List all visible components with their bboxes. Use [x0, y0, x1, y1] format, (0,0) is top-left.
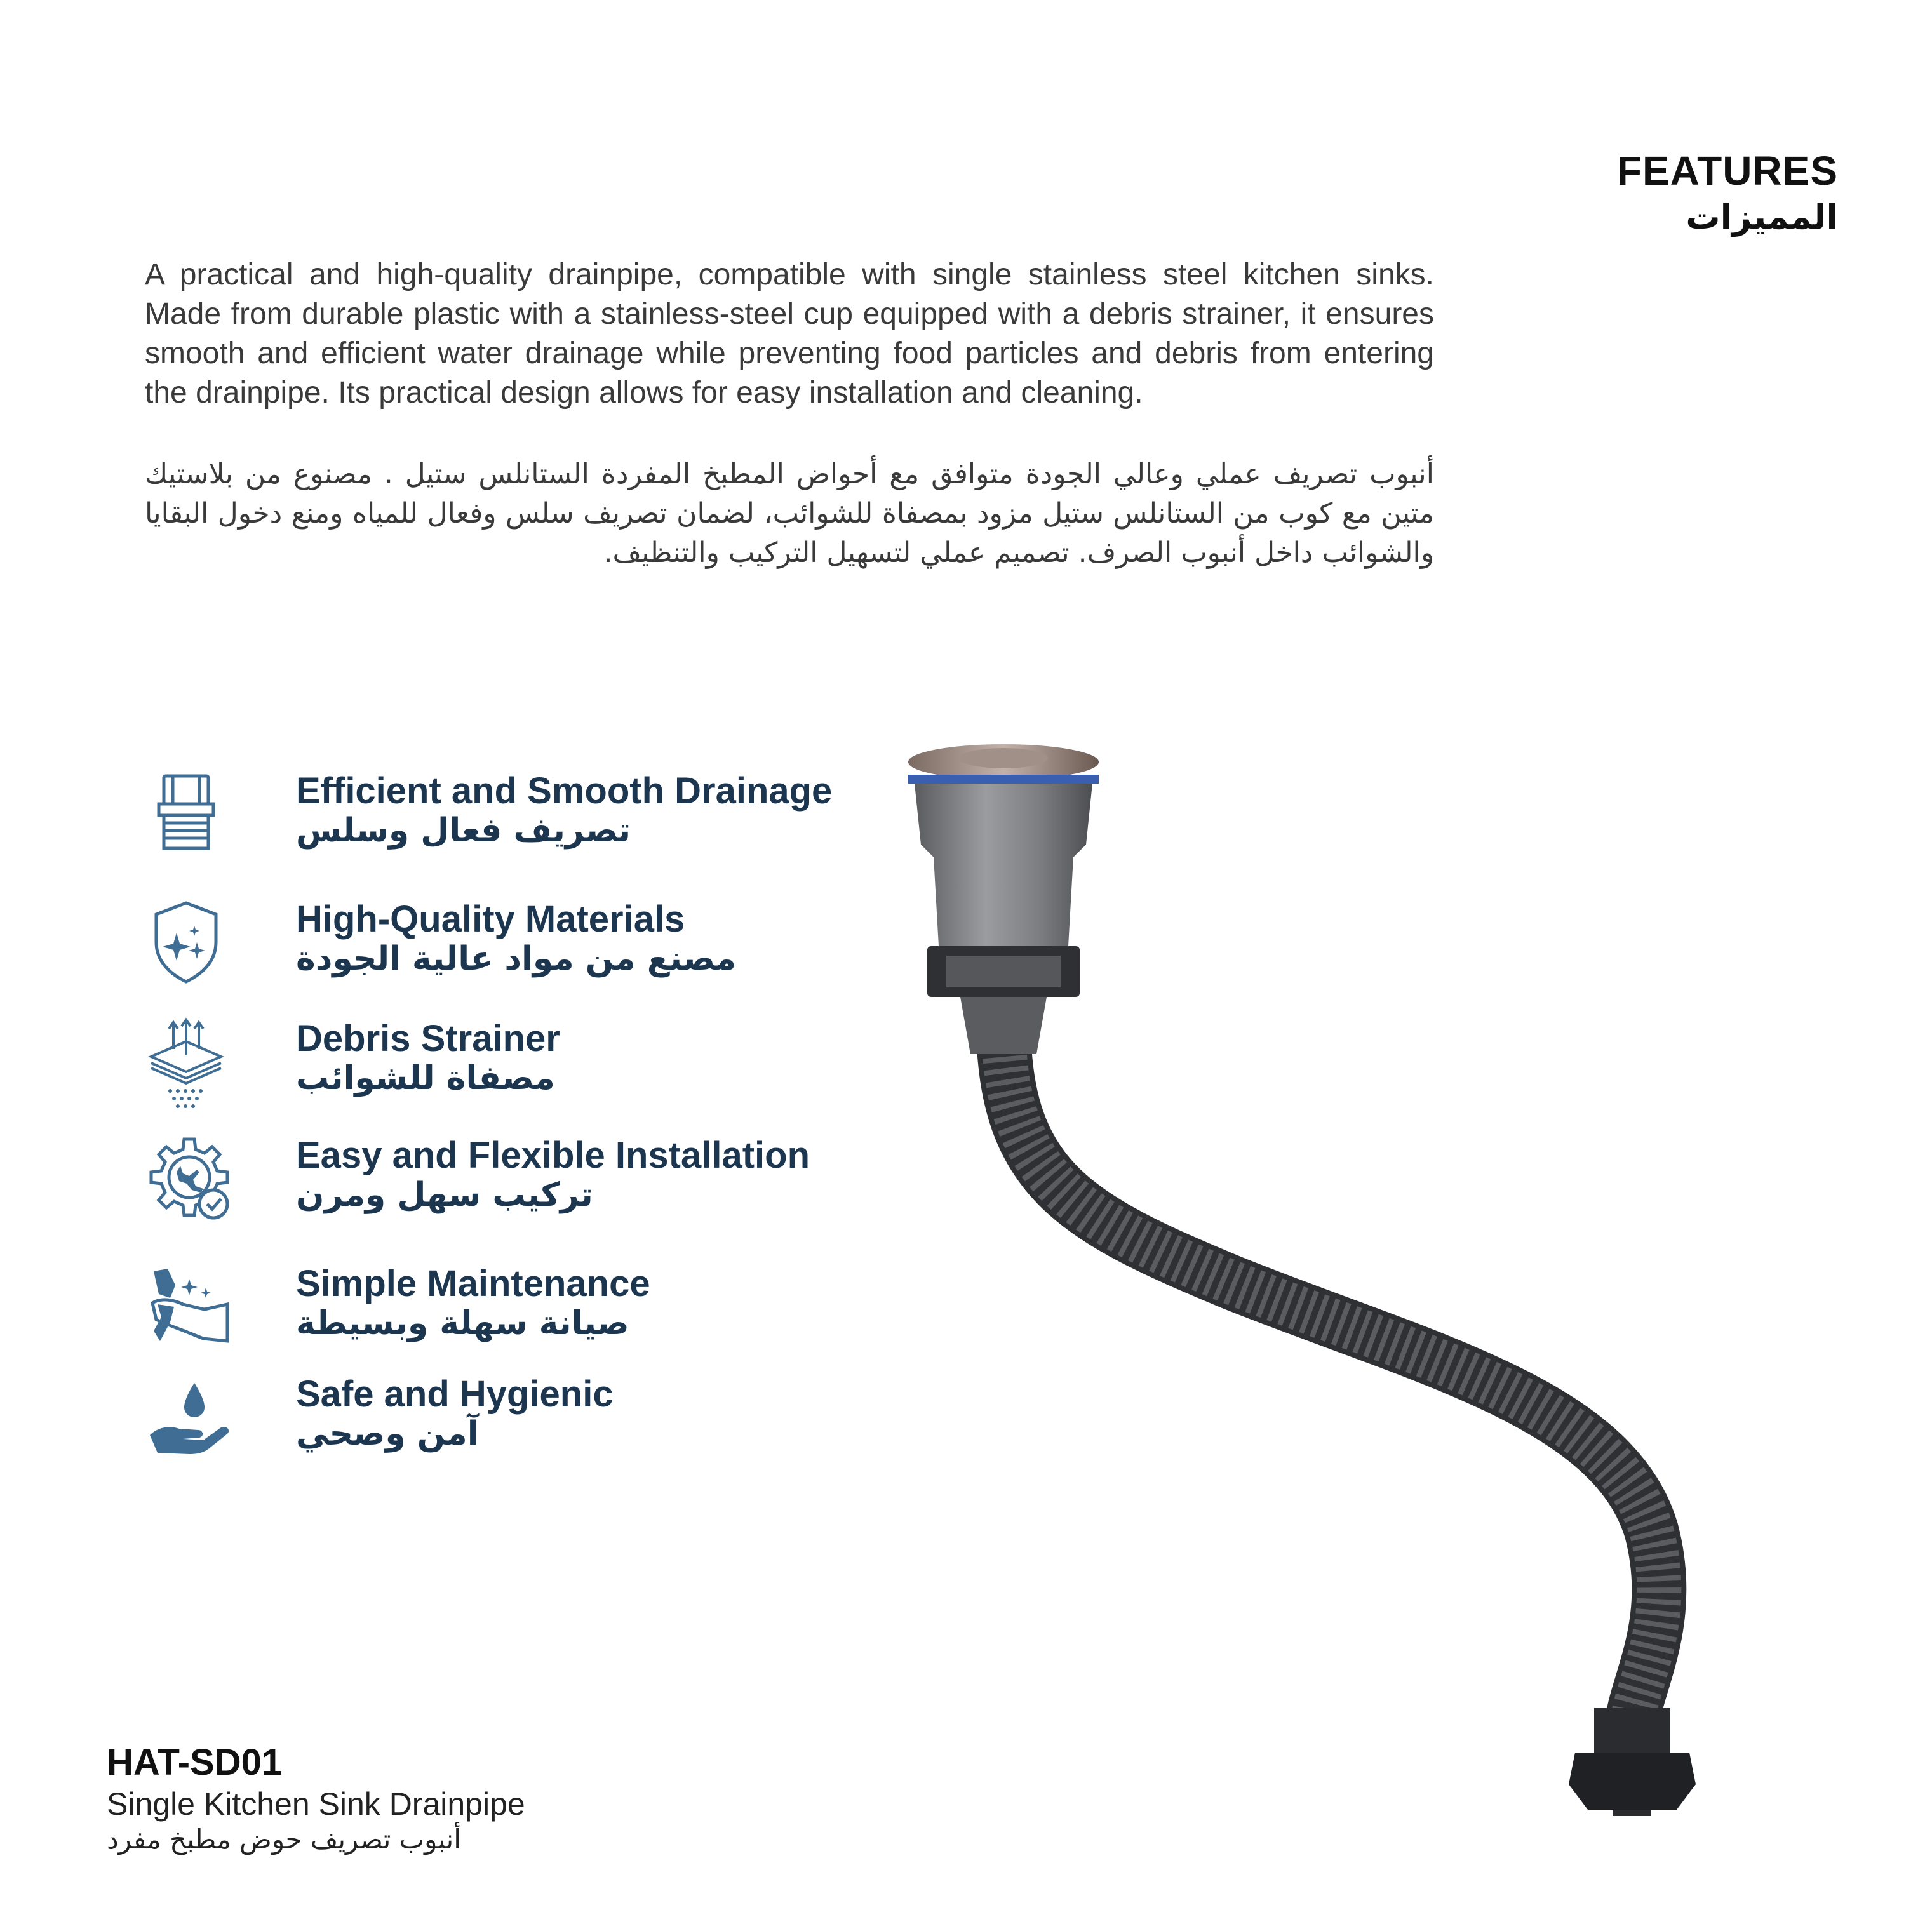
drainpipe-product-image [902, 737, 1855, 1816]
feature-title-arabic: تركيب سهل ومرن [296, 1176, 593, 1214]
water-drop-hand-icon [145, 1373, 227, 1462]
product-name: Single Kitchen Sink Drainpipe [107, 1786, 525, 1822]
cleaning-hand-icon [145, 1262, 227, 1351]
feature-title: Debris Strainer [296, 1018, 560, 1059]
drain-icon [145, 770, 227, 859]
feature-title-arabic: تصريف فعال وسلس [296, 812, 631, 850]
product-model: HAT-SD01 [107, 1742, 283, 1783]
strainer-layers-icon [145, 1017, 227, 1106]
feature-title-arabic: صيانة سهلة وبسيطة [296, 1304, 629, 1342]
page-title: FEATURES [1616, 148, 1838, 194]
gear-wrench-icon [145, 1134, 227, 1223]
feature-title-arabic: مصفاة للشوائب [296, 1059, 555, 1097]
feature-title: High-Quality Materials [296, 899, 685, 940]
feature-item-strainer [145, 1017, 907, 1112]
feature-item-maintenance [145, 1262, 907, 1358]
description-english: A practical and high-quality drainpipe, compatible with single stainless steel kitchen sinks. Made from durable plastic with a stainless-steel cup equipped with a debris strainer, it ensures smooth and efficient water drainage while preventing food particles and debris from entering the drainpipe. Its practical design allows for easy installation and cleaning. [145, 258, 1434, 410]
feature-title: Safe and Hygienic [296, 1373, 614, 1415]
feature-item-drainage [145, 770, 907, 865]
feature-title: Efficient and Smooth Drainage [296, 770, 833, 812]
feature-title-arabic: آمن وصحي [296, 1415, 479, 1453]
shield-sparkle-icon [145, 898, 227, 987]
feature-title: Simple Maintenance [296, 1263, 650, 1304]
feature-title: Easy and Flexible Installation [296, 1135, 810, 1176]
page-title-arabic: المميزات [1686, 197, 1838, 237]
feature-item-installation [145, 1134, 907, 1229]
feature-item-materials [145, 898, 907, 993]
feature-title-arabic: مصنع من مواد عالية الجودة [296, 940, 737, 978]
product-name-arabic: أنبوب تصريف حوض مطبخ مفرد [107, 1824, 461, 1855]
description-arabic: أنبوب تصريف عملي وعالي الجودة متوافق مع أحواض المطبخ المفردة الستانلس ستيل . مصنوع من بلاستيك متين مع كوب من الستانلس ستيل مزود بمصفاة للشوائب، لضمان تصريف سلس وفعال للمياه ومنع دخول البقايا والشوائب داخل أنبوب الصرف. تصميم عملي لتسهيل التركيب والتنظيف. [145, 458, 1434, 569]
feature-item-hygienic [145, 1373, 907, 1468]
